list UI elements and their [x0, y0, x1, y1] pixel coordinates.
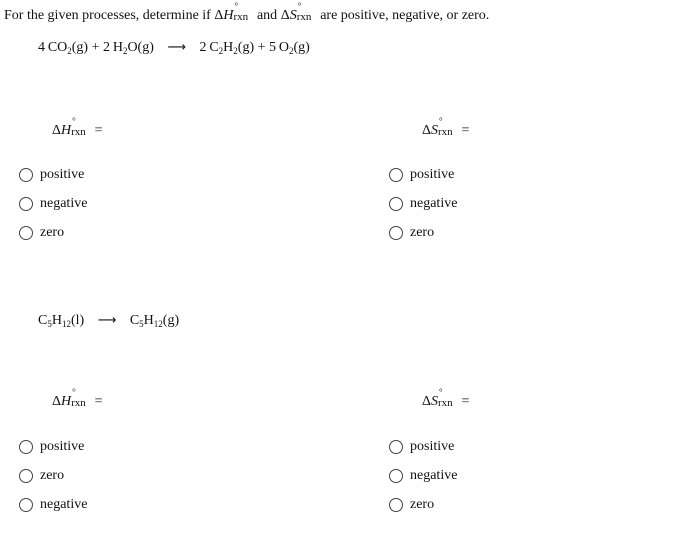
radio-button-icon[interactable] [19, 197, 33, 211]
reaction-arrow-icon: ⟶ [167, 40, 187, 55]
part1-entropy-option-positive[interactable]: positive [389, 167, 454, 183]
reaction-arrow-icon: ⟶ [97, 313, 117, 328]
part2-enthalpy-label: ΔH ° rxn = [52, 387, 103, 409]
radio-button-icon[interactable] [389, 226, 403, 240]
part1-enthalpy-label: ΔH ° rxn = [52, 116, 103, 138]
part1-entropy-label: ΔS ° rxn = [422, 116, 470, 138]
radio-button-icon[interactable] [389, 440, 403, 454]
part2-enthalpy-option-zero[interactable]: zero [19, 468, 64, 484]
radio-button-icon[interactable] [19, 469, 33, 483]
part1-entropy-option-negative[interactable]: negative [389, 196, 457, 212]
part2-entropy-label: ΔS ° rxn = [422, 387, 470, 409]
radio-button-icon[interactable] [19, 226, 33, 240]
part2-enthalpy-option-positive[interactable]: positive [19, 439, 84, 455]
radio-button-icon[interactable] [389, 498, 403, 512]
part2-entropy-option-positive[interactable]: positive [389, 439, 454, 455]
part2-enthalpy-option-negative[interactable]: negative [19, 497, 87, 513]
radio-button-icon[interactable] [19, 168, 33, 182]
radio-button-icon[interactable] [19, 498, 33, 512]
part1-entropy-option-zero[interactable]: zero [389, 225, 434, 241]
reaction-1-equation: 4 $CO_2(g) + 2$ $H_2O(g)$ ⟶ 2 $C_2H_2(g) + 5$ $O_2(g)$ [38, 40, 310, 56]
question-text: For the given processes, determine if ΔH ° rxn and ΔS ° rxn are positive, negative, or zero. [4, 1, 490, 23]
radio-button-icon[interactable] [389, 168, 403, 182]
part2-entropy-option-negative[interactable]: negative [389, 468, 457, 484]
radio-button-icon[interactable] [389, 469, 403, 483]
reaction-2-equation: $C_5H_{12}(l)$ ⟶ $C_5H_{12}(g)$ [38, 313, 180, 329]
delta-s-symbol: ΔS ° rxn [280, 1, 312, 23]
part1-enthalpy-option-zero[interactable]: zero [19, 225, 64, 241]
part1-enthalpy-option-negative[interactable]: negative [19, 196, 87, 212]
radio-button-icon[interactable] [19, 440, 33, 454]
part1-enthalpy-option-positive[interactable]: positive [19, 167, 84, 183]
delta-h-symbol: ΔH ° rxn [214, 1, 249, 23]
radio-button-icon[interactable] [389, 197, 403, 211]
part2-entropy-option-zero[interactable]: zero [389, 497, 434, 513]
